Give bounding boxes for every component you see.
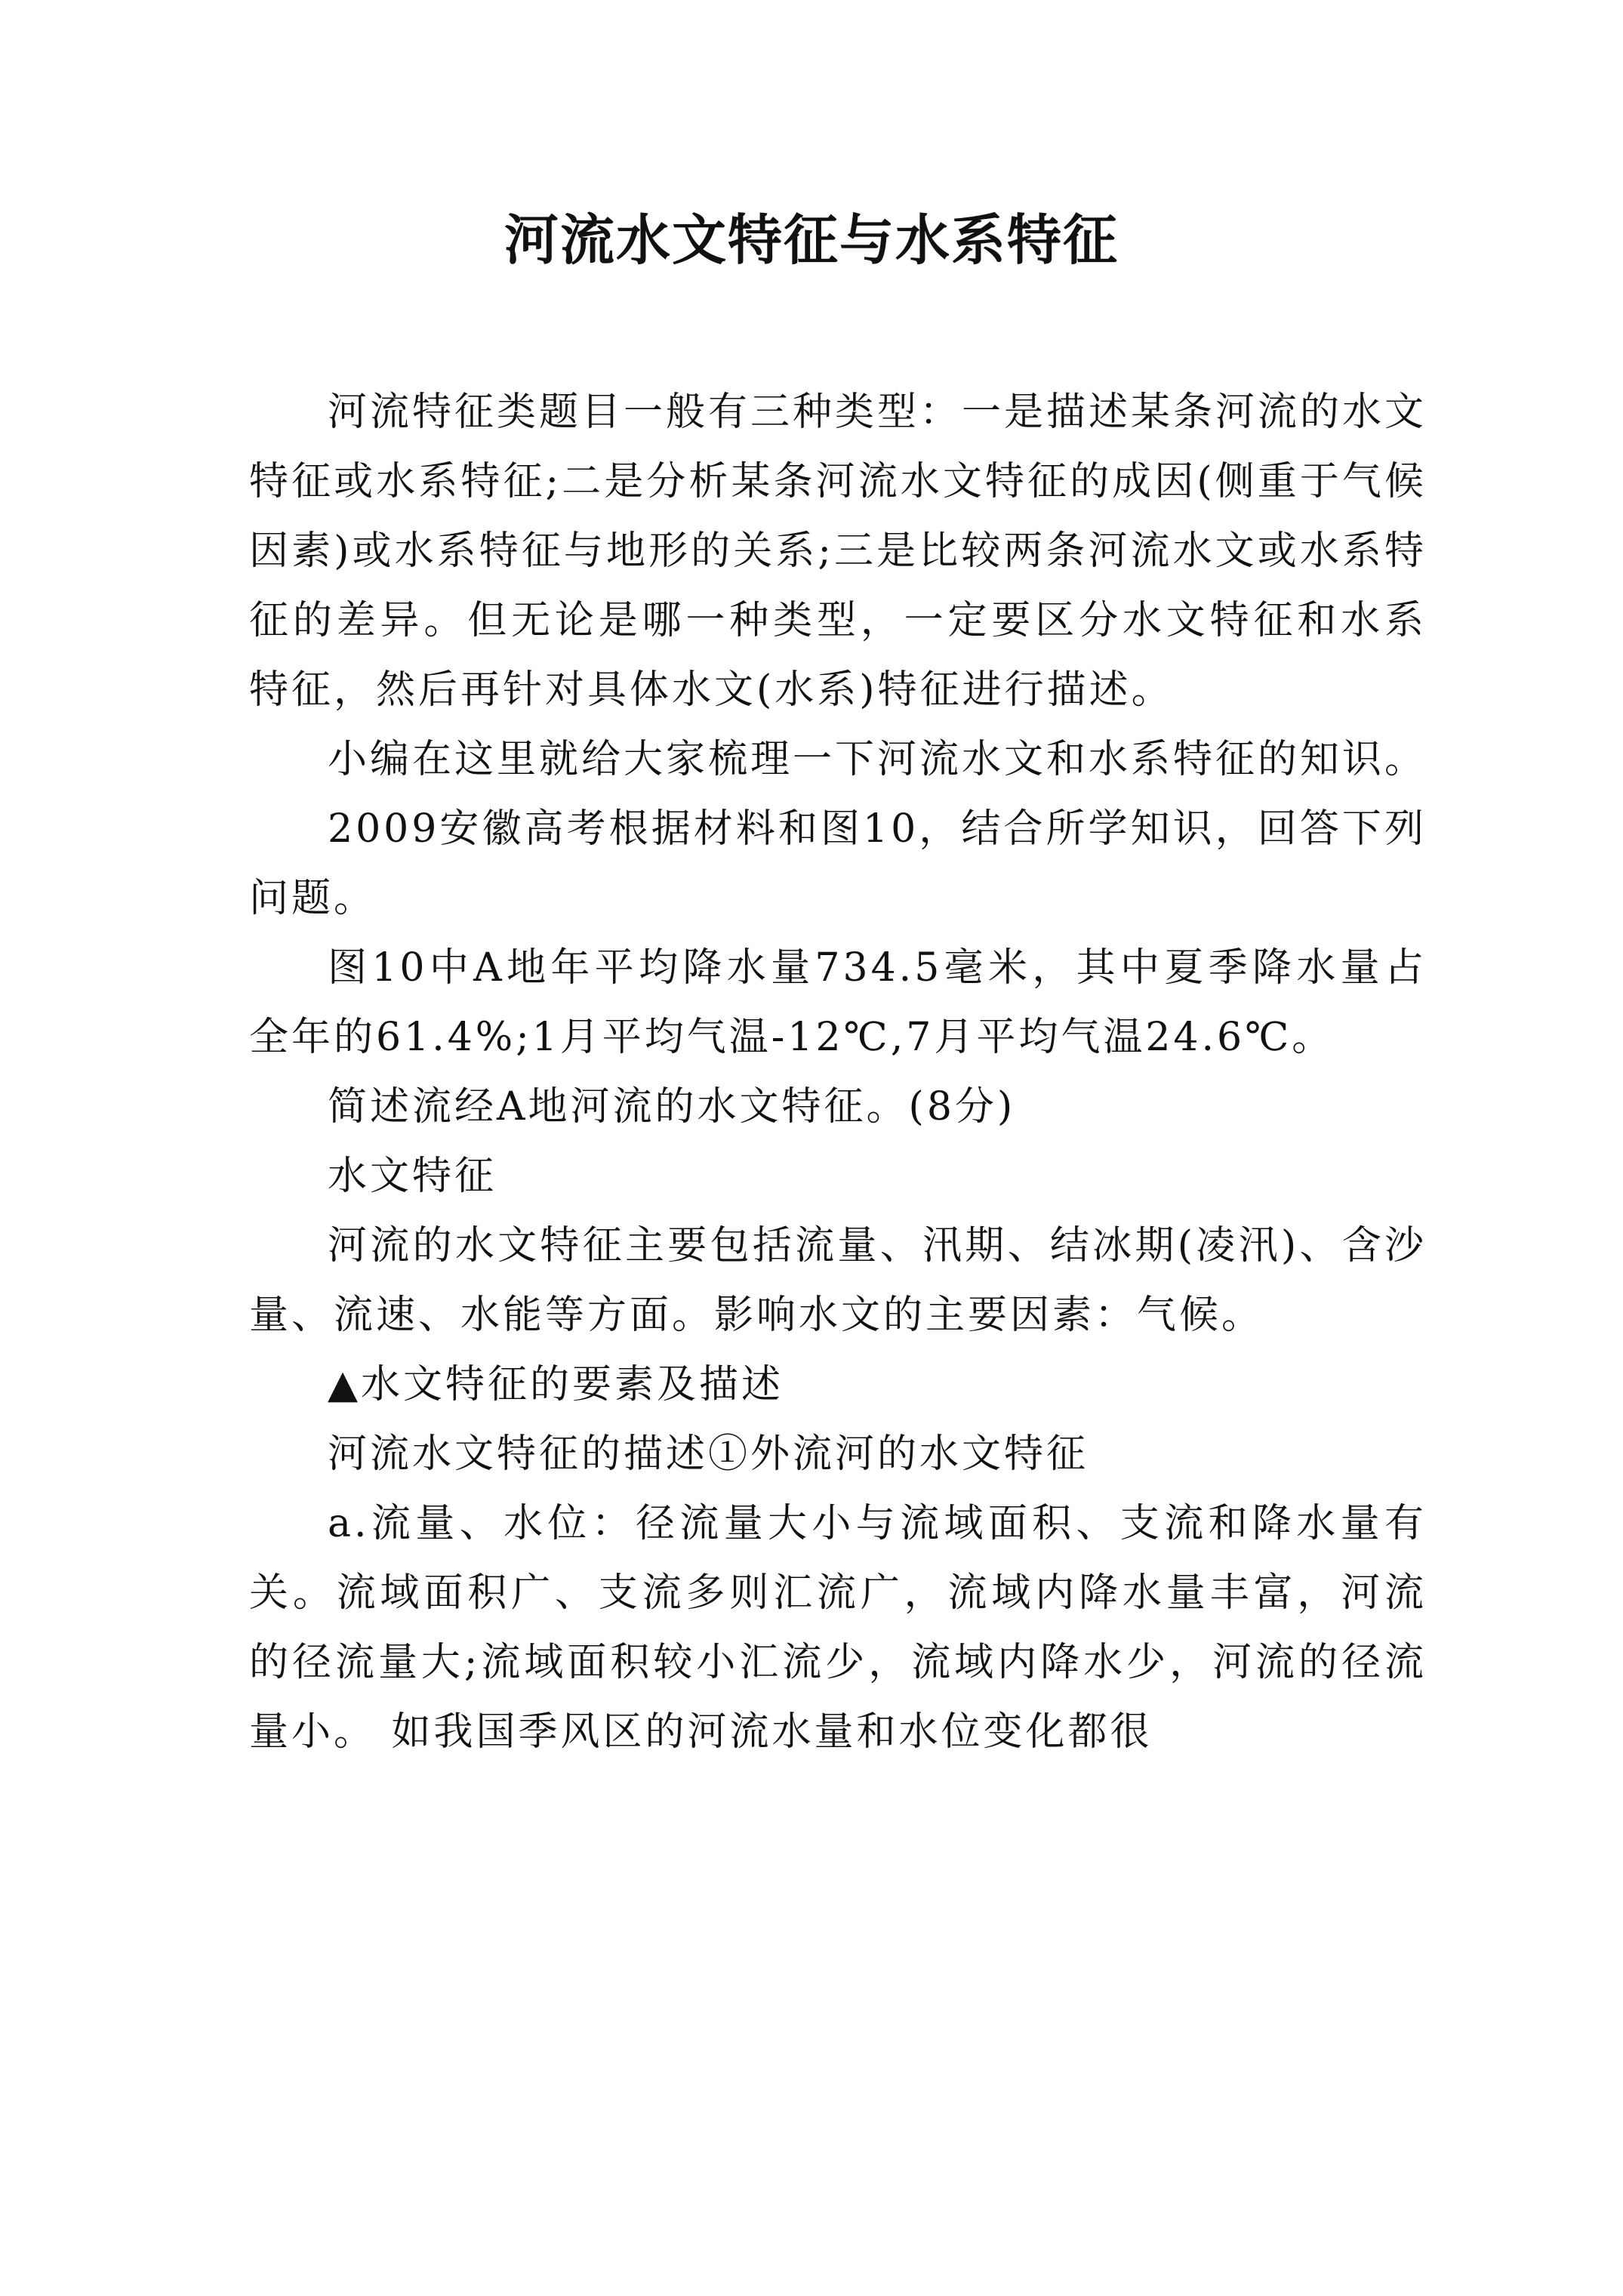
paragraph-question-prompt: 简述流经A地河流的水文特征。(8分) [328, 1084, 1016, 1130]
section-heading-elements: ▲水文特征的要素及描述 [328, 1362, 784, 1407]
section-heading-hydrology: 水文特征 [328, 1154, 497, 1199]
section-heading-exterior-rivers: 河流水文特征的描述①外流河的水文特征 [328, 1432, 1089, 1477]
paragraph-intro: 河流特征类题目一般有三种类型：一是描述某条河流的水文特征或水系特征;二是分析某条河流水文特征的成因(侧重于气候因素)或水系特征与地形的关系;三是比较两条河流水文或水系特征的差异。但无论是哪一种类型，一定要区分水文特征和水系特征，然后再针对具体水文(水系)特征进行描述。 [249, 390, 1427, 713]
page-title: 河流水文特征与水系特征 [504, 208, 1119, 272]
paragraph-hydrology-definition: 河流的水文特征主要包括流量、汛期、结冰期(凌汛)、含沙量、流速、水能等方面。影响水文的主要因素：气候。 [249, 1223, 1427, 1338]
paragraph-climate-data: 图10中A地年平均降水量734.5毫米，其中夏季降水量占全年的61.4%;1月平均气温-12℃,7月平均气温24.6℃。 [249, 945, 1427, 1060]
paragraph-exam-question: 2009安徽高考根据材料和图10，结合所学知识，回答下列问题。 [249, 806, 1427, 921]
document-body [249, 378, 1427, 1767]
paragraph-flow-level: a.流量、水位：径流量大小与流域面积、支流和降水量有关。流域面积广、支流多则汇流广，流域内降水量丰富，河流的径流量大;流域面积较小汇流少，流域内降水少，河流的径流量小。 如我国季风区的河流水量和水位变化都很 [249, 1501, 1427, 1755]
paragraph-editor-note: 小编在这里就给大家梳理一下河流水文和水系特征的知识。 [328, 737, 1427, 782]
